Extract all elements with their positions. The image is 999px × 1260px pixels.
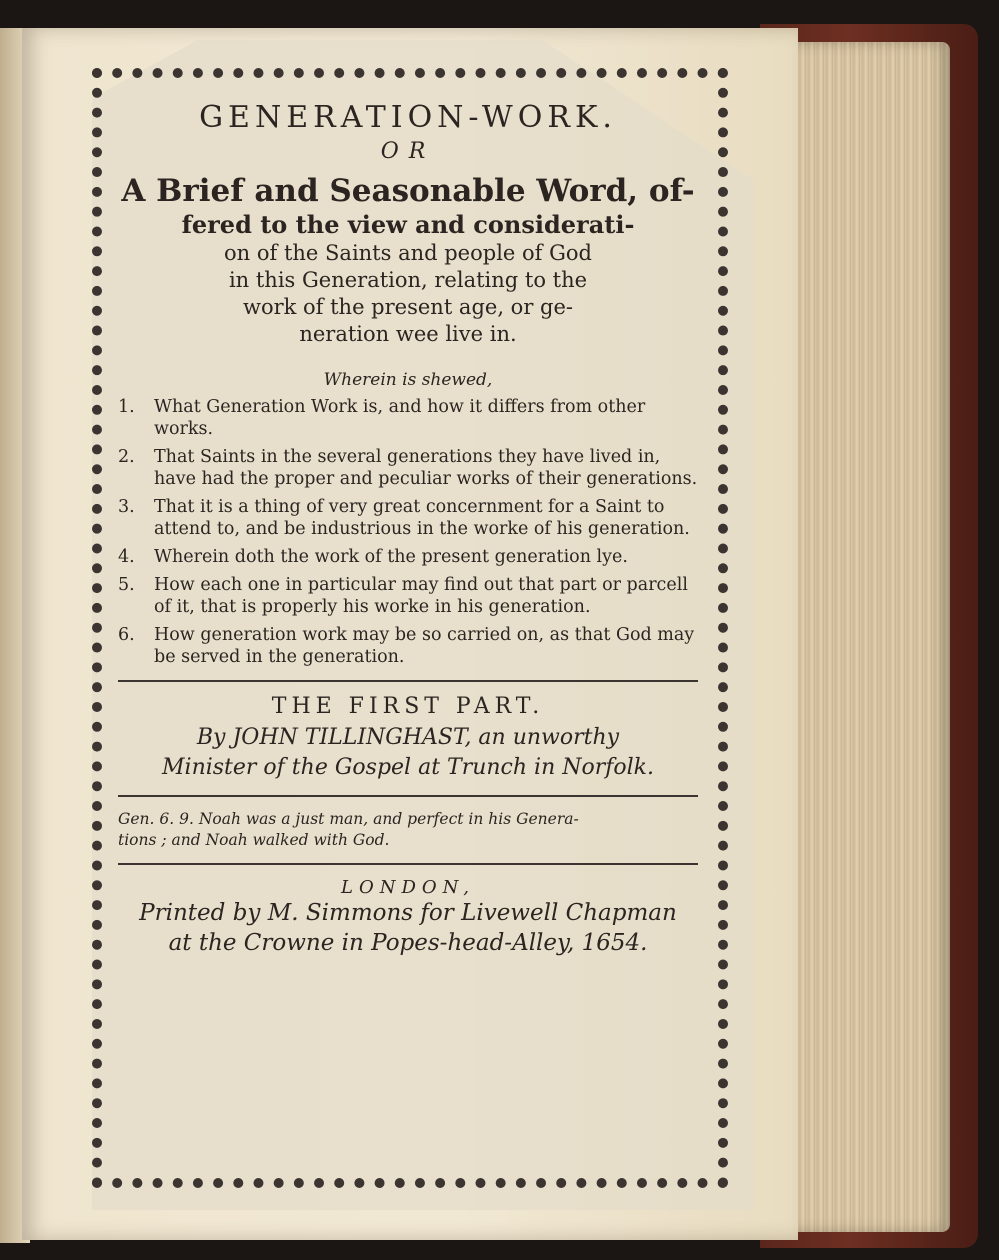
list-item: 3. That it is a thing of very great concernment for a Saint to attend to, and be industrious in the worke of his generation. (118, 497, 690, 539)
list-item: 1. What Generation Work is, and how it differs from other works. (118, 397, 646, 439)
subtitle-line-6: neration wee live in. (299, 322, 517, 346)
subtitle-line-1: A Brief and Seasonable Word, of- (121, 173, 695, 209)
wherein-heading: Wherein is shewed, (323, 370, 493, 390)
imprint-line-2: at the Crowne in Popes-head-Alley, 1654. (168, 930, 648, 956)
subtitle-line-2: fered to the view and considerati- (181, 210, 635, 239)
title-or: OR (380, 139, 436, 164)
list-item: 5. How each one in particular may find out that part or parcell of it, that is properly his worke in his generation. (118, 575, 688, 617)
main-title: GENERATION-WORK. (199, 100, 617, 135)
part-heading: THE FIRST PART. (271, 694, 545, 719)
list-item: 6. How generation work may be so carried on, as that God may be served in the generation. (118, 625, 695, 667)
list-item: 4. Wherein doth the work of the present generation lye. (118, 547, 628, 567)
divider (118, 863, 698, 865)
points-list (118, 396, 698, 668)
list-item: 2. That Saints in the several generations they have lived in, have had the proper and peculiar works of their generations. (118, 447, 698, 489)
divider (118, 795, 698, 797)
subtitle-line-5: work of the present age, or ge- (242, 295, 574, 319)
author-line-1: By JOHN TILLINGHAST, an unworthy (196, 725, 620, 750)
author-line-2: Minister of the Gospel at Trunch in Norfolk. (162, 755, 654, 780)
subtitle-line-4: in this Generation, relating to the (228, 268, 588, 292)
title-page-text (118, 100, 698, 958)
imprint-line-1: Printed by M. Simmons for Livewell Chapman (139, 900, 677, 926)
epigraph-line-1: Gen. 6. 9. Noah was a just man, and perfect in his Genera- (118, 810, 579, 828)
subtitle-line-3: on of the Saints and people of God (224, 241, 592, 265)
imprint-city: LONDON, (341, 877, 475, 898)
divider (118, 680, 698, 682)
epigraph-line-2: tions ; and Noah walked with God. (118, 831, 390, 849)
